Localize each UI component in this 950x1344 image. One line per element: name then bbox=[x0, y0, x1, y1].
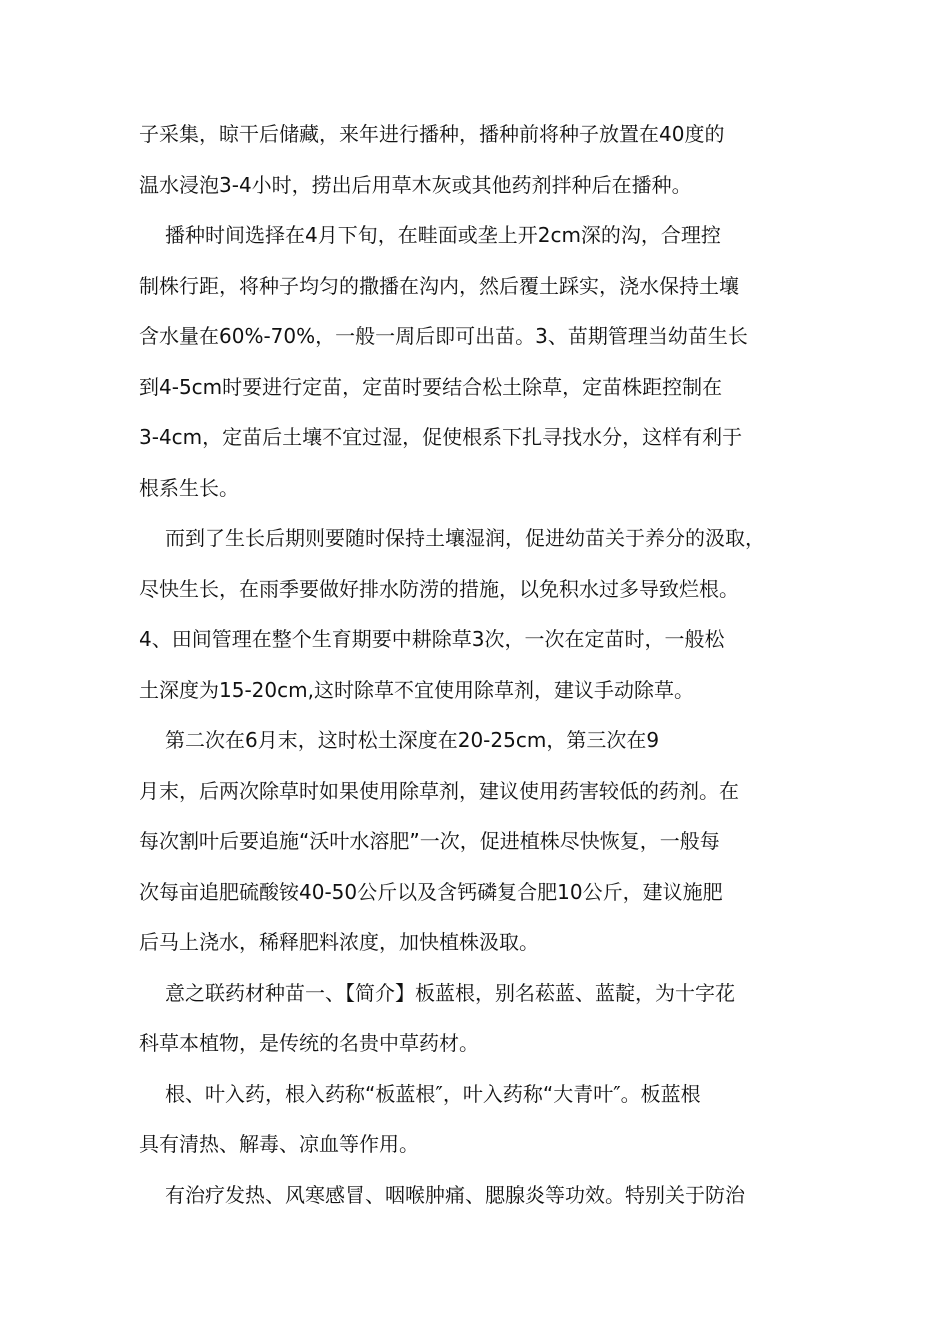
text-line: 子采集，晾干后储藏，来年进行播种，播种前将种子放置在40度的 bbox=[139, 122, 725, 146]
text-line: 有治疗发热、风寒感冒、咽喉肿痛、腮腺炎等功效。特别关于防治 bbox=[165, 1182, 745, 1207]
text-line: 土深度为15-20cm,这时除草不宜使用除草剂，建议手动除草。 bbox=[139, 677, 694, 702]
text-line: 3-4cm，定苗后土壤不宜过湿，促使根系下扎寻找水分，这样有利于 bbox=[139, 425, 743, 449]
text-line: 制株行距，将种子均匀的撒播在沟内，然后覆土踩实，浇水保持土壤 bbox=[139, 273, 739, 298]
text-line: 每次割叶后要追施“沃叶水溶肥”一次，促进植株尽快恢复，一般每 bbox=[139, 829, 720, 853]
text-line: 根、叶入药，根入药称“板蓝根″，叶入药称“大青叶″。板蓝根 bbox=[165, 1081, 701, 1106]
text-line: 后马上浇水，稀释肥料浓度，加快植株汲取。 bbox=[139, 930, 539, 954]
text-line: 月末，后两次除草时如果使用除草剂，建议使用药害较低的药剂。在 bbox=[139, 778, 739, 803]
text-line: 具有清热、解毒、凉血等作用。 bbox=[139, 1132, 419, 1156]
text-line: 温水浸泡3-4小时，捞出后用草木灰或其他药剂拌种后在播种。 bbox=[139, 172, 692, 197]
text-line: 第二次在6月末，这时松土深度在20-25cm，第三次在9 bbox=[165, 728, 660, 752]
text-line: 到4-5cm时要进行定苗，定苗时要结合松土除草，定苗株距控制在 bbox=[139, 374, 723, 399]
text-line: 含水量在60%-70%，一般一周后即可出苗。3、苗期管理当幼苗生长 bbox=[139, 324, 748, 348]
text-line: 播种时间选择在4月下旬，在畦面或垄上开2cm深的沟，合理控 bbox=[165, 223, 721, 247]
text-line: 科草本植物，是传统的名贵中草药材。 bbox=[139, 1031, 479, 1055]
document-body bbox=[139, 114, 839, 1225]
text-line: 意之联药材种苗一、【简介】板蓝根，别名菘蓝、蓝靛，为十字花 bbox=[165, 980, 735, 1005]
text-line: 根系生长。 bbox=[139, 475, 239, 500]
text-line: 尽快生长，在雨季要做好排水防涝的措施，以免积水过多导致烂根。 bbox=[139, 576, 739, 601]
text-line: 4、田间管理在整个生育期要中耕除草3次，一次在定苗时，一般松 bbox=[139, 627, 725, 651]
text-line: 而到了生长后期则要随时保持土壤湿润，促进幼苗关于养分的汲取， bbox=[165, 526, 765, 550]
text-line: 次每亩追肥硫酸铵40-50公斤以及含钙磷复合肥10公斤，建议施肥 bbox=[139, 879, 723, 904]
